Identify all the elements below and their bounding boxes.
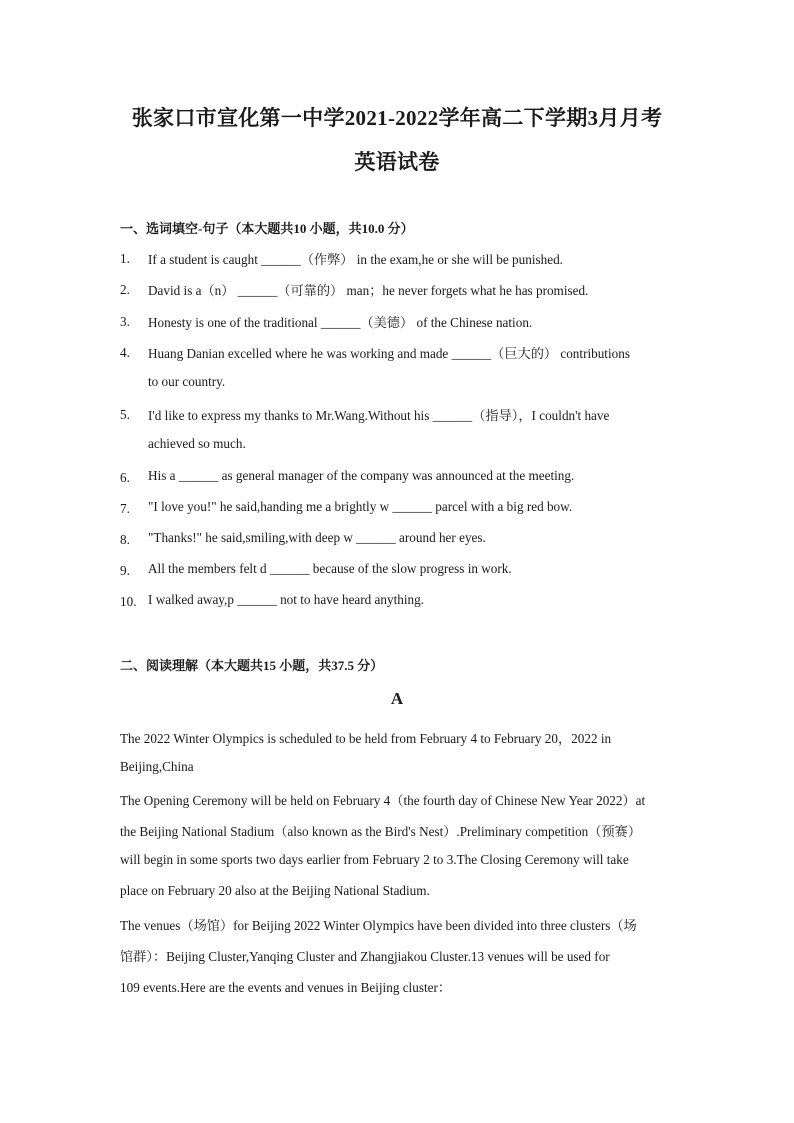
question-number: 1. bbox=[120, 251, 130, 266]
passage-label: A bbox=[390, 689, 404, 708]
passage-line: The Opening Ceremony will be held on February 4（the fourth day of Chinese New Year 2022）at bbox=[120, 793, 646, 808]
question-number: 6. bbox=[120, 470, 130, 485]
question-text: "Thanks!" he said,smiling,with deep w ______ around her eyes. bbox=[148, 530, 486, 545]
question-text: David is a（n） ______（可靠的） man；he never forgets what he has promised. bbox=[148, 283, 589, 298]
section1-heading: 一、选词填空-句子（本大题共10 小题，共10.0 分） bbox=[120, 221, 414, 236]
question-number: 2. bbox=[120, 282, 130, 297]
exam-title: 张家口市宣化第一中学2021-2022学年高二下学期3月月考 bbox=[131, 106, 663, 130]
question-number: 4. bbox=[120, 345, 130, 360]
question-number: 9. bbox=[120, 563, 130, 578]
passage-line: The venues（场馆）for Beijing 2022 Winter Olympics have been divided into three clusters（场 bbox=[120, 918, 637, 933]
question-text: I'd like to express my thanks to Mr.Wang.Without his ______（指导），I couldn't have bbox=[148, 408, 610, 423]
question-text-continued: achieved so much. bbox=[148, 436, 246, 451]
question-text: Huang Danian excelled where he was working and made ______（巨大的） contributions bbox=[148, 346, 630, 361]
section2-heading: 二、阅读理解（本大题共15 小题，共37.5 分） bbox=[120, 658, 384, 673]
question-number: 5. bbox=[120, 407, 130, 422]
question-text: "I love you!" he said,handing me a brightly w ______ parcel with a big red bow. bbox=[148, 499, 573, 514]
question-text: His a ______ as general manager of the company was announced at the meeting. bbox=[148, 468, 575, 483]
question-number: 10. bbox=[120, 594, 137, 609]
question-text: Honesty is one of the traditional ______（美德） of the Chinese nation. bbox=[148, 315, 533, 330]
question-number: 3. bbox=[120, 314, 130, 329]
question-text: I walked away,p ______ not to have heard anything. bbox=[148, 592, 425, 607]
passage-line: Beijing,China bbox=[120, 759, 194, 774]
passage-line: The 2022 Winter Olympics is scheduled to be held from February 4 to February 20，2022 in bbox=[120, 731, 612, 746]
question-text: All the members felt d ______ because of the slow progress in work. bbox=[148, 561, 512, 576]
passage-line: will begin in some sports two days earlier from February 2 to 3.The Closing Ceremony will take bbox=[120, 852, 629, 867]
passage-line: 109 events.Here are the events and venues in Beijing cluster： bbox=[120, 980, 452, 995]
question-text: If a student is caught ______（作弊） in the exam,he or she will be punished. bbox=[148, 252, 563, 267]
passage-line: 馆群）：Beijing Cluster,Yanqing Cluster and Zhangjiakou Cluster.13 venues will be used for bbox=[120, 949, 610, 964]
question-text-continued: to our country. bbox=[148, 374, 226, 389]
passage-line: the Beijing National Stadium（also known as the Bird's Nest）.Preliminary competition（预赛） bbox=[120, 824, 642, 839]
exam-subtitle: 英语试卷 bbox=[354, 150, 440, 174]
question-number: 7. bbox=[120, 501, 130, 516]
question-number: 8. bbox=[120, 532, 130, 547]
passage-line: place on February 20 also at the Beijing National Stadium. bbox=[120, 883, 430, 898]
